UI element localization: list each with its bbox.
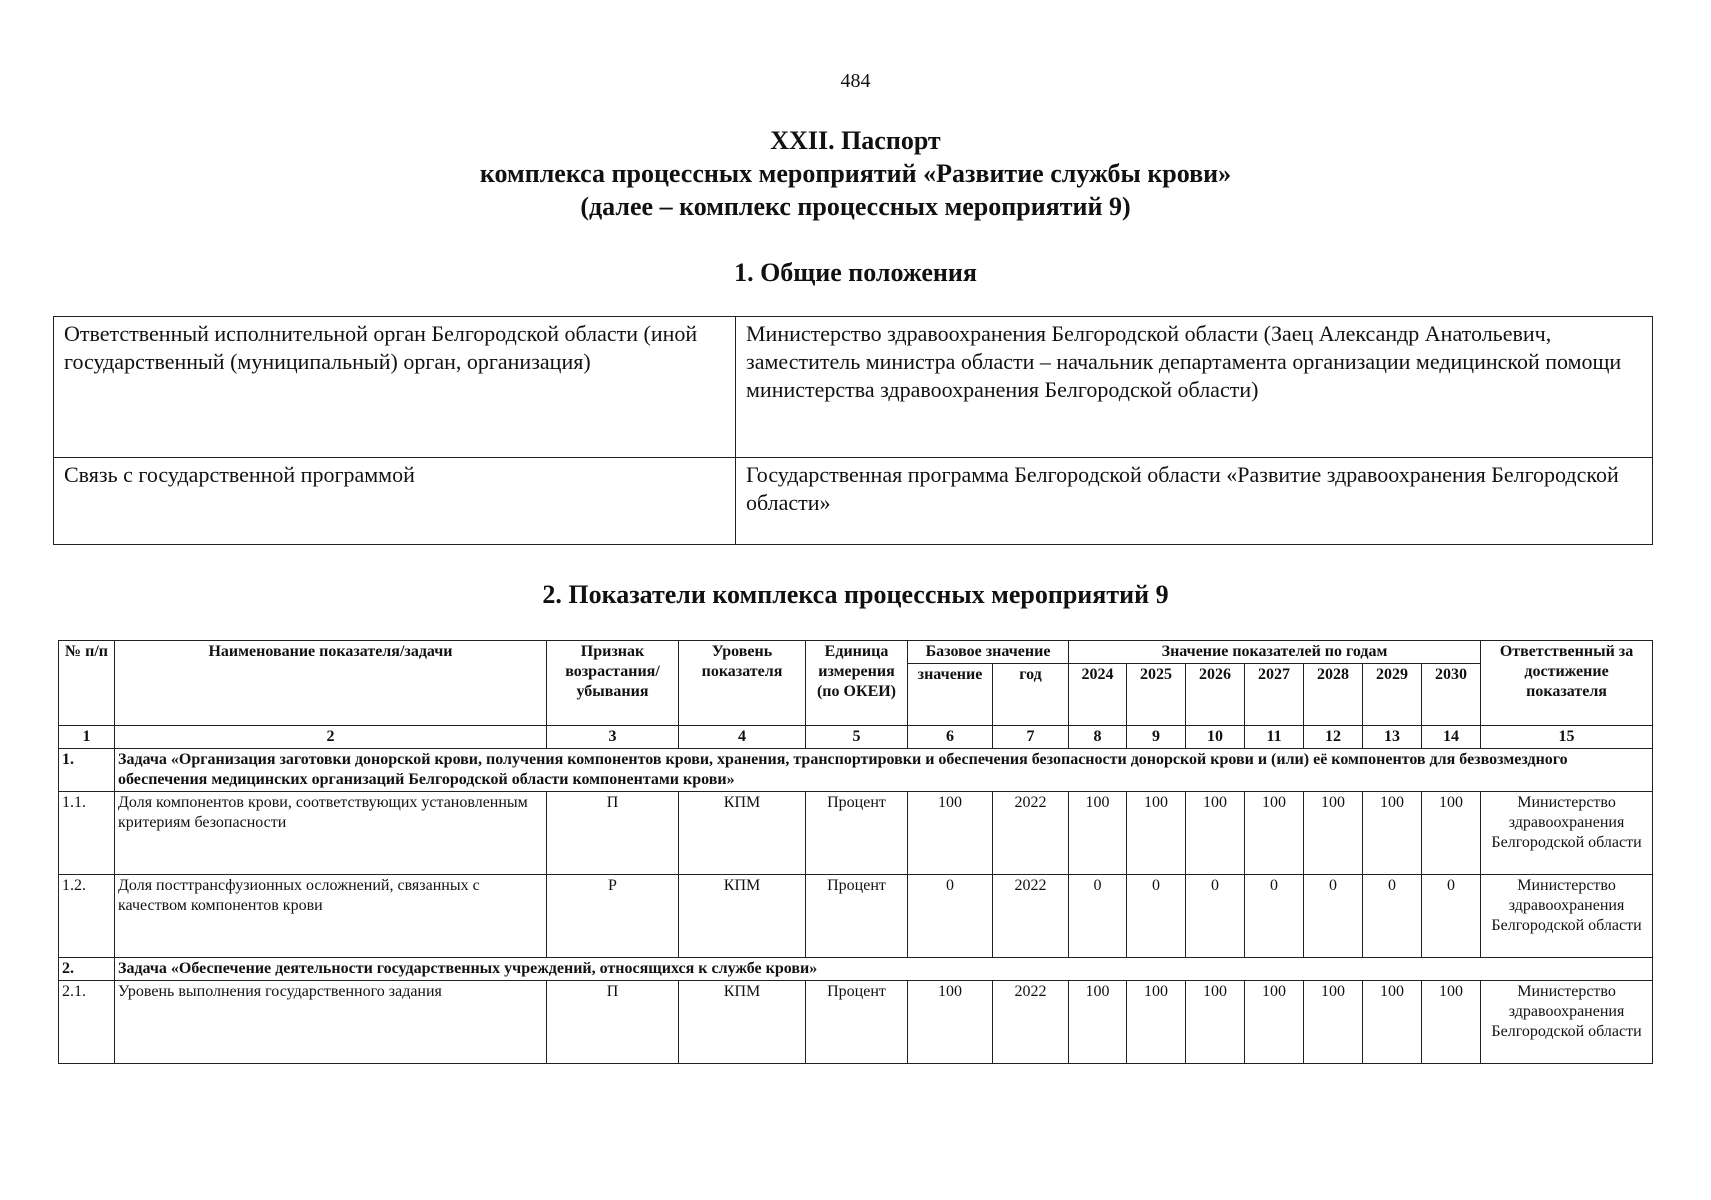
task-text: Задача «Организация заготовки донорской крови, получения компонентов крови, хранения, транспортировки и обеспечения безопасности донорской крови и (или) её компонентов для безвозмездного обеспечения медицинских организаций Белгородской области компонентами крови» [115,749,1653,792]
year-value: 100 [1363,792,1422,875]
responsible: Министерство здравоохранения Белгородской области [1481,875,1653,958]
column-number: 1 [59,726,115,749]
year-value: 100 [1304,792,1363,875]
header-year: 2029 [1363,664,1422,726]
info-row-program [54,458,1653,545]
year-value: 0 [1363,875,1422,958]
task-row [59,958,1653,981]
column-number: 9 [1127,726,1186,749]
section-2-heading: 2. Показатели комплекса процессных мероприятий 9 [542,580,1169,609]
column-number: 6 [908,726,993,749]
header-year: 2025 [1127,664,1186,726]
column-number: 3 [547,726,679,749]
year-value: 0 [1304,875,1363,958]
year-value: 100 [1069,792,1127,875]
indicator-row [59,875,1653,958]
header-base: Базовое значение [908,641,1069,664]
year-value: 0 [1422,875,1481,958]
info-label: Ответственный исполнительной орган Белгородской области (иной государственный (муниципальный) орган, организация) [54,317,736,458]
header-level: Уровень показателя [679,641,806,726]
row-number: 1.1. [59,792,115,875]
header-year: 2028 [1304,664,1363,726]
year-value: 0 [1245,875,1304,958]
header-base-value: значение [908,664,993,726]
column-number: 13 [1363,726,1422,749]
indicator-sign: П [547,792,679,875]
header-num: № п/п [59,641,115,726]
year-value: 0 [1069,875,1127,958]
page-number: 484 [840,70,871,92]
column-number: 5 [806,726,908,749]
column-number: 12 [1304,726,1363,749]
indicator-unit: Процент [806,875,908,958]
header-years-group: Значение показателей по годам [1069,641,1481,664]
year-value: 100 [1245,792,1304,875]
row-number: 2.1. [59,981,115,1064]
indicator-level: КПМ [679,981,806,1064]
indicators-table [58,640,1653,1064]
indicator-name: Доля компонентов крови, соответствующих установленным критериям безопасности [115,792,547,875]
indicator-row [59,792,1653,875]
header-unit: Единица измерения (по ОКЕИ) [806,641,908,726]
base-year: 2022 [993,875,1069,958]
indicator-level: КПМ [679,792,806,875]
column-number: 4 [679,726,806,749]
year-value: 0 [1186,875,1245,958]
header-base-year: год [993,664,1069,726]
column-number: 8 [1069,726,1127,749]
column-number: 10 [1186,726,1245,749]
task-row [59,749,1653,792]
indicator-sign: Р [547,875,679,958]
task-number: 2. [59,958,115,981]
document-title [0,124,1711,223]
title-line-2: комплекса процессных мероприятий «Развитие службы крови» [479,159,1232,188]
year-value: 100 [1245,981,1304,1064]
year-value: 100 [1069,981,1127,1064]
column-number: 7 [993,726,1069,749]
title-line-3: (далее – комплекс процессных мероприятий 9) [580,192,1131,221]
year-value: 100 [1422,792,1481,875]
column-number: 11 [1245,726,1304,749]
indicator-sign: П [547,981,679,1064]
indicator-name: Уровень выполнения государственного задания [115,981,547,1064]
indicator-row [59,981,1653,1064]
column-number: 15 [1481,726,1653,749]
task-number: 1. [59,749,115,792]
header-year: 2027 [1245,664,1304,726]
base-value: 0 [908,875,993,958]
year-value: 100 [1422,981,1481,1064]
year-value: 100 [1186,792,1245,875]
header-row-1 [59,641,1653,664]
column-number: 14 [1422,726,1481,749]
base-value: 100 [908,981,993,1064]
section-1-heading: 1. Общие положения [734,258,977,287]
general-provisions-table [53,316,1653,545]
task-text: Задача «Обеспечение деятельности государственных учреждений, относящихся к службе крови» [115,958,1653,981]
column-number: 2 [115,726,547,749]
header-year: 2024 [1069,664,1127,726]
year-value: 100 [1363,981,1422,1064]
responsible: Министерство здравоохранения Белгородской области [1481,981,1653,1064]
header-year: 2030 [1422,664,1481,726]
info-label: Связь с государственной программой [54,458,736,545]
indicator-unit: Процент [806,981,908,1064]
year-value: 100 [1127,981,1186,1064]
indicator-unit: Процент [806,792,908,875]
indicator-level: КПМ [679,875,806,958]
header-name: Наименование показателя/задачи [115,641,547,726]
year-value: 100 [1186,981,1245,1064]
year-value: 100 [1304,981,1363,1064]
column-numbers-row [59,726,1653,749]
year-value: 0 [1127,875,1186,958]
info-value: Министерство здравоохранения Белгородской области (Заец Александр Анатольевич, заместитель министра области – начальник департамента организации медицинской помощи министерства здравоохранения Белгородской области) [736,317,1653,458]
year-value: 100 [1127,792,1186,875]
row-number: 1.2. [59,875,115,958]
title-line-1: XXII. Паспорт [770,126,941,155]
header-sign: Признак возрастания/ убывания [547,641,679,726]
header-resp: Ответственный за достижение показателя [1481,641,1653,726]
base-year: 2022 [993,981,1069,1064]
responsible: Министерство здравоохранения Белгородской области [1481,792,1653,875]
info-value: Государственная программа Белгородской области «Развитие здравоохранения Белгородской области» [736,458,1653,545]
header-year: 2026 [1186,664,1245,726]
indicator-name: Доля посттрансфузионных осложнений, связанных с качеством компонентов крови [115,875,547,958]
info-row-responsible [54,317,1653,458]
base-value: 100 [908,792,993,875]
base-year: 2022 [993,792,1069,875]
